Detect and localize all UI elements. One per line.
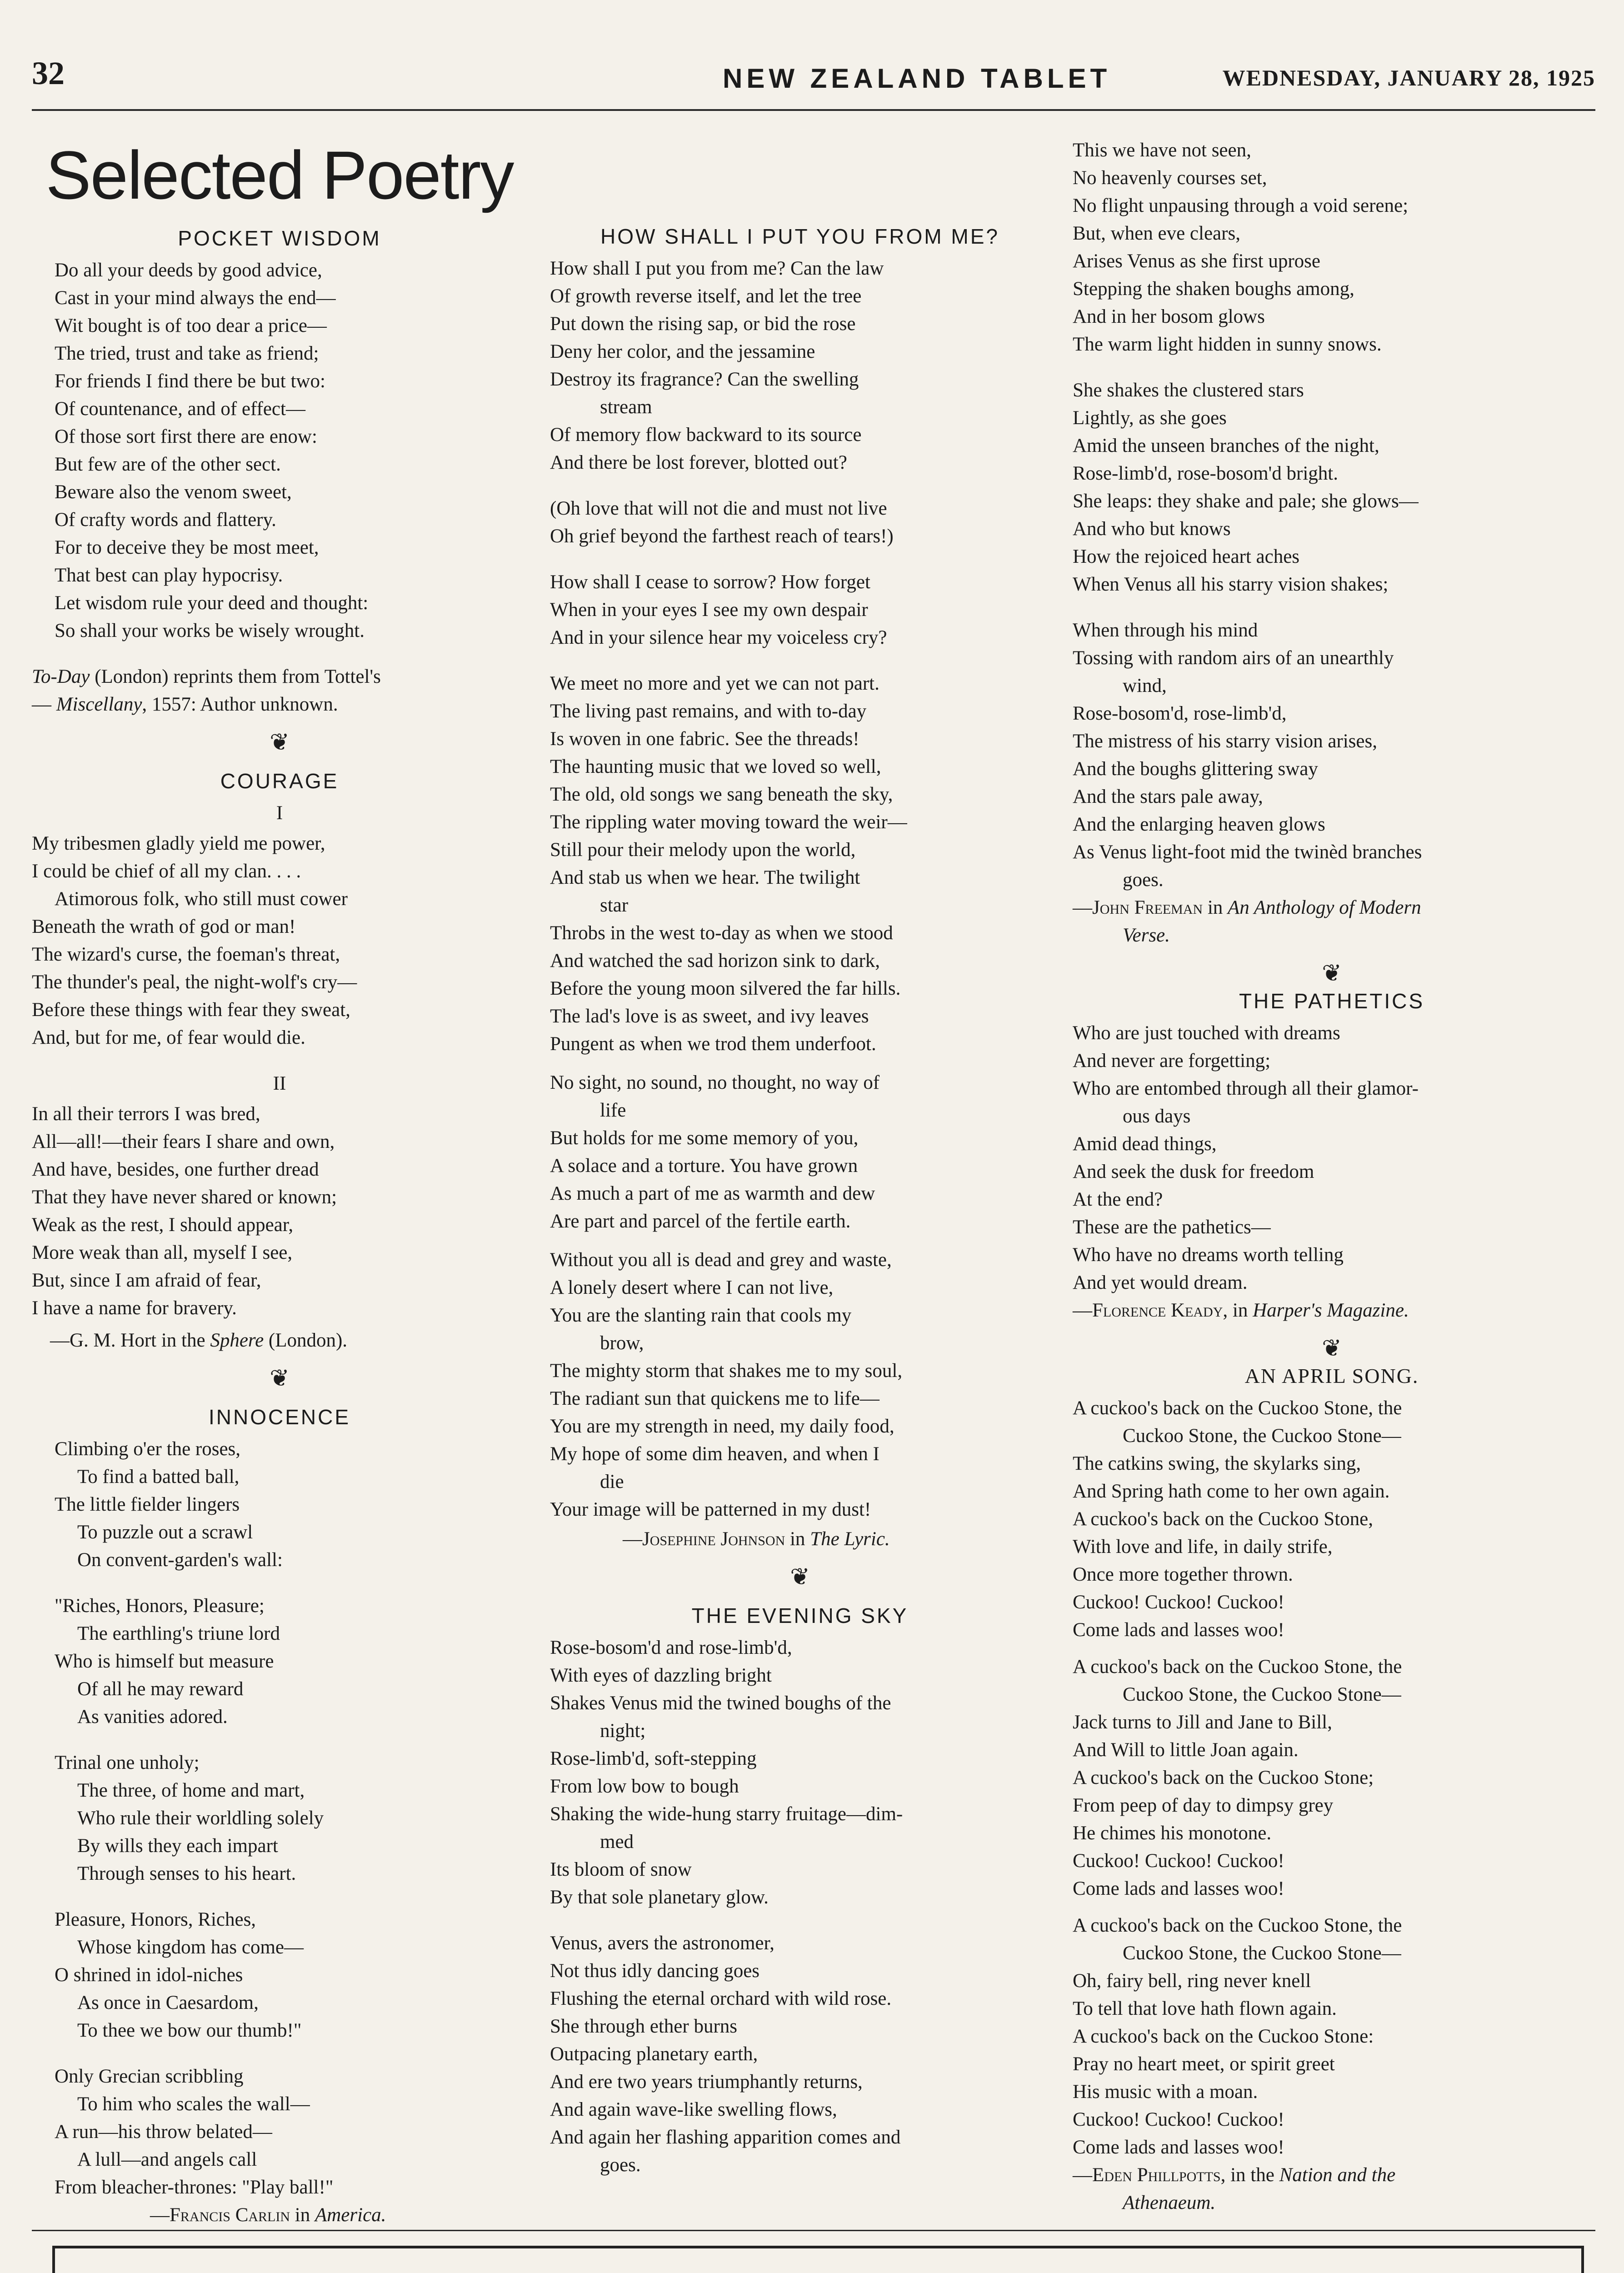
- poem-line: ous days: [1123, 1106, 1191, 1127]
- page-header: [32, 55, 1595, 105]
- advertisement-banner: [52, 2246, 1584, 2273]
- poem-line: Amid the unseen branches of the night,: [1073, 435, 1379, 456]
- poem-line: In all their terrors I was bred,: [32, 1103, 260, 1125]
- poem-line: O shrined in idol-niches: [55, 1964, 243, 1986]
- poem-line: A cuckoo's back on the Cuckoo Stone:: [1073, 2026, 1374, 2047]
- poem-line: How the rejoiced heart aches: [1073, 546, 1300, 567]
- poem-line: Of growth reverse itself, and let the tree: [550, 285, 862, 307]
- attr-part: (London).: [264, 1330, 348, 1351]
- poem-line: Beware also the venom sweet,: [55, 481, 292, 503]
- poem-line: Its bloom of snow: [550, 1859, 692, 1880]
- attr-part: —Josephine Johnson: [623, 1528, 785, 1550]
- poem-line: And in your silence hear my voiceless cry?: [550, 627, 887, 648]
- poem-line: Cuckoo! Cuckoo! Cuckoo!: [1073, 1850, 1284, 1872]
- poem-line: The radiant sun that quickens me to life—: [550, 1388, 879, 1409]
- column-3: [1073, 136, 1591, 2217]
- poem-line: No heavenly courses set,: [1073, 167, 1267, 189]
- poem-line: Beneath the wrath of god or man!: [32, 916, 296, 937]
- poem-line: Cuckoo Stone, the Cuckoo Stone—: [1123, 1943, 1401, 1964]
- poem-line: die: [600, 1471, 624, 1492]
- poem-line: To tell that love hath flown again.: [1073, 1998, 1337, 2019]
- poem-stanza: [32, 1435, 527, 1574]
- poem-how-shall-i-put-you-from-me: [550, 223, 1050, 1553]
- poem-title: THE EVENING SKY: [691, 1604, 909, 1627]
- ornament-icon: ❦: [790, 1564, 810, 1590]
- attr-part: The Lyric.: [810, 1528, 890, 1550]
- poem-line: Shaking the wide-hung starry fruitage—dim-: [550, 1803, 903, 1825]
- poem-line: Rose-bosom'd, rose-limb'd,: [1073, 703, 1287, 724]
- poem-innocence: [32, 1403, 527, 2229]
- poem-line: Come lads and lasses woo!: [1073, 2137, 1284, 2158]
- poem-line: life: [600, 1100, 626, 1121]
- poem-line: The haunting music that we loved so well,: [550, 756, 881, 777]
- poem-evening-sky: [550, 1602, 1050, 2179]
- poem-line: Who have no dreams worth telling: [1073, 1244, 1344, 1266]
- poem-line: And Spring hath come to her own again.: [1073, 1481, 1390, 1502]
- poem-line: She through ether burns: [550, 2016, 738, 2037]
- poem-line: Tossing with random airs of an unearthly: [1073, 647, 1394, 669]
- poem-attribution: [32, 1327, 527, 1354]
- poem-stanza: [32, 2063, 527, 2201]
- poem-line: Not thus idly dancing goes: [550, 1960, 760, 1982]
- attr-part: Miscellany: [56, 694, 142, 715]
- poem-line: Of those sort first there are enow:: [55, 426, 317, 447]
- poem-line: Pleasure, Honors, Riches,: [55, 1909, 256, 1930]
- poem-line: Once more together thrown.: [1073, 1564, 1293, 1585]
- poem-line: A cuckoo's back on the Cuckoo Stone,: [1073, 1508, 1373, 1530]
- poem-line: Cuckoo! Cuckoo! Cuckoo!: [1073, 2109, 1284, 2130]
- poem-part-number: I: [276, 802, 283, 824]
- poem-line: How shall I put you from me? Can the law: [550, 258, 884, 279]
- poem-stanza: [550, 568, 1050, 651]
- poem-stanza: [1073, 616, 1591, 894]
- poem-line: Pray no heart meet, or spirit greet: [1073, 2053, 1335, 2075]
- poem-line: And seek the dusk for freedom: [1073, 1161, 1314, 1182]
- attr-part: in: [1203, 897, 1228, 918]
- poem-line: Flushing the eternal orchard with wild rose.: [550, 1988, 892, 2009]
- poem-line: The three, of home and mart,: [77, 1780, 305, 1801]
- page-number: 32: [32, 55, 65, 91]
- poem-line: And the enlarging heaven glows: [1073, 814, 1325, 835]
- section-title: Selected Poetry: [45, 137, 514, 213]
- publication-title: NEW ZEALAND TABLET: [723, 63, 1111, 94]
- poem-line: By that sole planetary glow.: [550, 1887, 769, 1908]
- poem-line: And have, besides, one further dread: [32, 1159, 319, 1180]
- poem-courage: [32, 767, 527, 1354]
- ornament-icon: ❦: [1322, 1336, 1342, 1362]
- poem-line: The rippling water moving toward the weir—: [550, 811, 907, 833]
- poem-line: Come lads and lasses woo!: [1073, 1878, 1284, 1899]
- poem-line: Of countenance, and of effect—: [55, 398, 305, 420]
- poem-line: A run—his throw belated—: [55, 2121, 272, 2143]
- poem-stanza: [550, 670, 1050, 1058]
- poem-line: The mistress of his starry vision arises,: [1073, 731, 1377, 752]
- poem-stanza: [550, 1634, 1050, 1911]
- poem-line: She leaps: they shake and pale; she glows—: [1073, 491, 1419, 512]
- poem-line: How shall I cease to sorrow? How forget: [550, 571, 870, 593]
- poem-stanza: [1073, 136, 1591, 358]
- attr-part: , 1557: Author unknown.: [142, 694, 338, 715]
- poem-line: Are part and parcel of the fertile earth.: [550, 1211, 851, 1232]
- poem-line: And ere two years triumphantly returns,: [550, 2071, 863, 2093]
- poem-line: And again her flashing apparition comes and: [550, 2127, 901, 2148]
- poem-line: His music with a moan.: [1073, 2081, 1258, 2103]
- poem-line: Deny her color, and the jessamine: [550, 341, 815, 362]
- poem-line: To thee we bow our thumb!": [77, 2020, 302, 2041]
- poem-line: "Riches, Honors, Pleasure;: [55, 1595, 265, 1617]
- poem-line: A lonely desert where I can not live,: [550, 1277, 834, 1298]
- poem-line: More weak than all, myself I see,: [32, 1242, 293, 1263]
- poem-stanza: [1073, 1912, 1591, 2161]
- attr-part: —Francis Carlin: [150, 2204, 290, 2226]
- footer-rule: [32, 2230, 1595, 2231]
- poem-line: Your image will be patterned in my dust!: [550, 1499, 871, 1520]
- poem-line: Before the young moon silvered the far hills.: [550, 978, 901, 999]
- poem-line: The lad's love is as sweet, and ivy leaves: [550, 1006, 869, 1027]
- attr-part: —John Freeman: [1073, 897, 1203, 918]
- poem-stanza: [1073, 1019, 1591, 1297]
- poem-line: The tried, trust and take as friend;: [55, 343, 319, 364]
- poem-line: wind,: [1123, 675, 1167, 696]
- poem-line: But, since I am afraid of fear,: [32, 1270, 261, 1291]
- poem-line: From peep of day to dimpsy grey: [1073, 1795, 1334, 1816]
- poem-line: Without you all is dead and grey and waste,: [550, 1249, 892, 1271]
- poem-line: And there be lost forever, blotted out?: [550, 452, 847, 473]
- poem-line: All—all!—their fears I share and own,: [32, 1131, 335, 1152]
- attr-part: Harper's Magazine.: [1253, 1300, 1409, 1321]
- poem-title: THE PATHETICS: [1239, 989, 1425, 1013]
- poem-line: With love and life, in daily strife,: [1073, 1536, 1333, 1557]
- poem-attribution: [32, 2201, 527, 2229]
- issue-date: WEDNESDAY, JANUARY 28, 1925: [1222, 65, 1595, 90]
- poem-title: AN APRIL SONG.: [1244, 1364, 1419, 1387]
- poem-line: For to deceive they be most meet,: [55, 537, 319, 558]
- poem-line: And the stars pale away,: [1073, 786, 1263, 807]
- poem-line: Rose-bosom'd and rose-limb'd,: [550, 1637, 792, 1658]
- poem-line: stream: [600, 396, 652, 418]
- poem-line: star: [600, 895, 629, 916]
- poem-line: My hope of some dim heaven, and when I: [550, 1443, 879, 1465]
- poem-line: At the end?: [1073, 1189, 1163, 1210]
- poem-line: He chimes his monotone.: [1073, 1822, 1272, 1844]
- poem-line: A solace and a torture. You have grown: [550, 1155, 858, 1177]
- attr-part: —: [32, 694, 56, 715]
- poem-line: goes.: [600, 2154, 641, 2176]
- poem-line: The catkins swing, the skylarks sing,: [1073, 1453, 1361, 1474]
- poem-line: From low bow to bough: [550, 1776, 739, 1797]
- attr-part: —Eden Phillpotts: [1073, 2164, 1221, 2186]
- poem-line: With eyes of dazzling bright: [550, 1665, 772, 1686]
- poem-title: HOW SHALL I PUT YOU FROM ME?: [600, 225, 999, 248]
- poem-stanza: [550, 1929, 1050, 2179]
- poem-line: (Oh love that will not die and must not live: [550, 498, 887, 519]
- poem-line: On convent-garden's wall:: [77, 1549, 283, 1571]
- poem-line: A lull—and angels call: [77, 2149, 257, 2170]
- poem-line: Venus, avers the astronomer,: [550, 1933, 775, 1954]
- poem-attribution: [32, 663, 527, 691]
- poem-line: night;: [600, 1720, 646, 1742]
- poem-line: A cuckoo's back on the Cuckoo Stone, the: [1073, 1397, 1402, 1419]
- poem-line: Outpacing planetary earth,: [550, 2043, 758, 2065]
- attr-part: (London) reprints them from Tottel's: [90, 666, 381, 687]
- poem-the-pathetics: [1073, 987, 1591, 1324]
- poem-line: Still pour their melody upon the world,: [550, 839, 856, 861]
- poem-line: Cuckoo Stone, the Cuckoo Stone—: [1123, 1425, 1401, 1447]
- column-1: [32, 136, 527, 2229]
- poem-line: Through senses to his heart.: [77, 1863, 296, 1884]
- poem-line: Climbing o'er the roses,: [55, 1438, 241, 1460]
- poem-line: But, when eve clears,: [1073, 223, 1240, 244]
- poem-attribution: Verse.: [1123, 925, 1170, 946]
- poem-line: I have a name for bravery.: [32, 1297, 237, 1319]
- poem-line: From bleacher-thrones: "Play ball!": [55, 2177, 334, 2198]
- poem-line: Rose-limb'd, rose-bosom'd bright.: [1073, 463, 1339, 484]
- poem-line: And stab us when we hear. The twilight: [550, 867, 860, 888]
- poem-line: When Venus all his starry vision shakes;: [1073, 574, 1389, 595]
- poem-line: And watched the sad horizon sink to dark,: [550, 950, 880, 971]
- poem-line: Of all he may reward: [77, 1678, 244, 1700]
- poem-line: When through his mind: [1073, 620, 1258, 641]
- column-2: [550, 136, 1050, 2179]
- poem-stanza: [1073, 1394, 1591, 1644]
- attr-part: —G. M. Hort in the: [50, 1330, 210, 1351]
- poem-line: These are the pathetics—: [1073, 1217, 1271, 1238]
- poem-line: Trinal one unholy;: [55, 1752, 200, 1773]
- poem-line: She shakes the clustered stars: [1073, 380, 1304, 401]
- poem-stanza: [1073, 1653, 1591, 1903]
- poem-stanza: [32, 1592, 527, 1731]
- attr-part: in: [290, 2204, 315, 2226]
- poem-line: My tribesmen gladly yield me power,: [32, 833, 325, 854]
- poem-line: For friends I find there be but two:: [55, 370, 325, 392]
- poem-line: Oh grief beyond the farthest reach of tears!): [550, 526, 894, 547]
- poem-title: POCKET WISDOM: [178, 226, 381, 250]
- poem-line: Oh, fairy bell, ring never knell: [1073, 1970, 1311, 1992]
- attr-part: To-Day: [32, 666, 90, 687]
- attr-part: , in the: [1220, 2164, 1279, 2186]
- poem-line: Jack turns to Jill and Jane to Bill,: [1073, 1712, 1332, 1733]
- poem-stanza: [32, 1100, 527, 1322]
- poem-stanza: [32, 1749, 527, 1887]
- poem-line: Come lads and lasses woo!: [1073, 1619, 1284, 1641]
- attr-part: Nation and the: [1279, 2164, 1396, 2186]
- poem-line: The thunder's peal, the night-wolf's cry—: [32, 971, 357, 993]
- poem-line: And who but knows: [1073, 518, 1231, 540]
- poem-line: A cuckoo's back on the Cuckoo Stone, the: [1073, 1915, 1402, 1936]
- poem-stanza: [32, 1906, 527, 2044]
- poem-line: And yet would dream.: [1073, 1272, 1248, 1293]
- poem-pocket-wisdom: [32, 225, 527, 718]
- poem-attribution: [1073, 894, 1591, 921]
- poem-line: goes.: [1123, 869, 1164, 891]
- poem-line: When in your eyes I see my own despair: [550, 599, 868, 621]
- poem-part-number: II: [273, 1073, 286, 1094]
- poem-line: brow,: [600, 1332, 644, 1354]
- poem-line: But few are of the other sect.: [55, 454, 281, 475]
- attr-part: America.: [315, 2204, 386, 2226]
- poem-line: Arises Venus as she first uprose: [1073, 250, 1320, 272]
- poem-line: We meet no more and yet we can not part.: [550, 673, 879, 694]
- poem-attribution: [1073, 1297, 1591, 1324]
- poem-line: No flight unpausing through a void serene;: [1073, 195, 1409, 216]
- ornament-icon: ❦: [270, 730, 290, 756]
- poem-line: You are my strength in need, my daily food,: [550, 1416, 894, 1437]
- attr-part: , in: [1223, 1300, 1253, 1321]
- poem-line: The earthling's triune lord: [77, 1623, 280, 1644]
- poem-line: Put down the rising sap, or bid the rose: [550, 313, 856, 335]
- poem-line: Is woven in one fabric. See the threads!: [550, 728, 859, 750]
- poem-line: As Venus light-foot mid the twinèd branches: [1073, 841, 1422, 863]
- poem-line: Of crafty words and flattery.: [55, 509, 276, 531]
- poem-line: As once in Caesardom,: [77, 1992, 259, 2013]
- poem-line: Let wisdom rule your deed and thought:: [55, 592, 369, 614]
- poem-line: Cuckoo! Cuckoo! Cuckoo!: [1073, 1592, 1284, 1613]
- header-rule: [32, 109, 1595, 111]
- poem-title: INNOCENCE: [208, 1405, 351, 1429]
- poem-line: Lightly, as she goes: [1073, 407, 1227, 429]
- poem-line: And, but for me, of fear would die.: [32, 1027, 305, 1048]
- poem-line: This we have not seen,: [1073, 140, 1251, 161]
- ornament-icon: ❦: [270, 1366, 290, 1392]
- poem-line: Destroy its fragrance? Can the swelling: [550, 369, 859, 390]
- attr-part: —Florence Keady: [1073, 1300, 1223, 1321]
- poem-line: Wit bought is of too dear a price—: [55, 315, 327, 336]
- poem-line: But holds for me some memory of you,: [550, 1127, 859, 1149]
- attr-part: An Anthology of Modern: [1228, 897, 1421, 918]
- poem-line: That best can play hypocrisy.: [55, 565, 283, 586]
- poem-line: The mighty storm that shakes me to my soul,: [550, 1360, 903, 1382]
- poem-line: The old, old songs we sang beneath the sky,: [550, 784, 893, 805]
- poem-line: That they have never shared or known;: [32, 1187, 337, 1208]
- poem-line: Cast in your mind always the end—: [55, 287, 336, 309]
- poem-line: Do all your deeds by good advice,: [55, 260, 322, 281]
- poem-line: And in her bosom glows: [1073, 306, 1265, 327]
- poem-line: Who are entombed through all their glamor-: [1073, 1078, 1419, 1099]
- poem-line: You are the slanting rain that cools my: [550, 1305, 852, 1326]
- poem-stanza: [550, 1246, 1050, 1523]
- poem-line: Amid dead things,: [1073, 1133, 1217, 1155]
- poem-line: The living past remains, and with to-day: [550, 701, 867, 722]
- attr-part: Sphere: [210, 1330, 264, 1351]
- poem-line: The wizard's curse, the foeman's threat,: [32, 944, 340, 965]
- poem-line: So shall your works be wisely wrought.: [55, 620, 365, 641]
- poem-line: To find a batted ball,: [77, 1466, 240, 1487]
- poem-line: By wills they each impart: [77, 1835, 278, 1857]
- poem-line: Rose-limb'd, soft-stepping: [550, 1748, 757, 1769]
- poem-line: Who is himself but measure: [55, 1651, 274, 1672]
- poem-line: A cuckoo's back on the Cuckoo Stone, the: [1073, 1656, 1402, 1677]
- poem-attribution: Athenaeum.: [1123, 2192, 1216, 2213]
- poem-line: And again wave-like swelling flows,: [550, 2099, 837, 2120]
- poem-line: Before these things with fear they sweat,: [32, 999, 350, 1021]
- poem-line: A cuckoo's back on the Cuckoo Stone;: [1073, 1767, 1374, 1788]
- poem-line: Cuckoo Stone, the Cuckoo Stone—: [1123, 1684, 1401, 1705]
- poem-attribution: [550, 1525, 1050, 1553]
- poem-line: The little fielder lingers: [55, 1494, 240, 1515]
- poem-stanza: [32, 830, 527, 1051]
- poem-an-april-song: [1073, 1362, 1591, 2217]
- poem-stanza: [550, 495, 1050, 550]
- poem-line: Who rule their worldling solely: [77, 1807, 324, 1829]
- poem-line: Shakes Venus mid the twined boughs of the: [550, 1692, 891, 1714]
- poem-line: Pungent as when we trod them underfoot.: [550, 1033, 876, 1055]
- poem-line: Stepping the shaken boughs among,: [1073, 278, 1354, 300]
- poem-evening-sky-continued: [1073, 136, 1591, 949]
- poem-line: Who are just touched with dreams: [1073, 1022, 1340, 1044]
- poem-attribution: [32, 691, 527, 718]
- poem-line: As vanities adored.: [77, 1706, 228, 1727]
- poem-line: No sight, no sound, no thought, no way of: [550, 1072, 880, 1093]
- poem-line: med: [600, 1831, 634, 1852]
- poem-line: And Will to little Joan again.: [1073, 1739, 1299, 1761]
- poem-line: I could be chief of all my clan. . . .: [32, 861, 301, 882]
- poem-line: Only Grecian scribbling: [55, 2066, 244, 2087]
- ornament-icon: ❦: [1322, 961, 1342, 986]
- poem-line: And the boughs glittering sway: [1073, 758, 1318, 780]
- poem-stanza: [1073, 376, 1591, 598]
- poem-stanza: [32, 256, 527, 645]
- poem-line: As much a part of me as warmth and dew: [550, 1183, 875, 1204]
- poem-line: Throbs in the west to-day as when we stood: [550, 922, 893, 944]
- poem-line: To puzzle out a scrawl: [77, 1522, 253, 1543]
- poem-line: Of memory flow backward to its source: [550, 424, 862, 446]
- attr-part: in: [785, 1528, 810, 1550]
- poem-line: Weak as the rest, I should appear,: [32, 1214, 294, 1236]
- poem-stanza: [550, 1069, 1050, 1235]
- poem-title: COURAGE: [220, 769, 339, 793]
- poem-line: Atimorous folk, who still must cower: [55, 888, 348, 910]
- poem-stanza: [550, 255, 1050, 476]
- poem-attribution: [1073, 2161, 1591, 2189]
- poem-line: Whose kingdom has come—: [77, 1937, 304, 1958]
- poem-line: The warm light hidden in sunny snows.: [1073, 334, 1382, 355]
- poem-line: To him who scales the wall—: [77, 2093, 310, 2115]
- poem-line: And never are forgetting;: [1073, 1050, 1271, 1071]
